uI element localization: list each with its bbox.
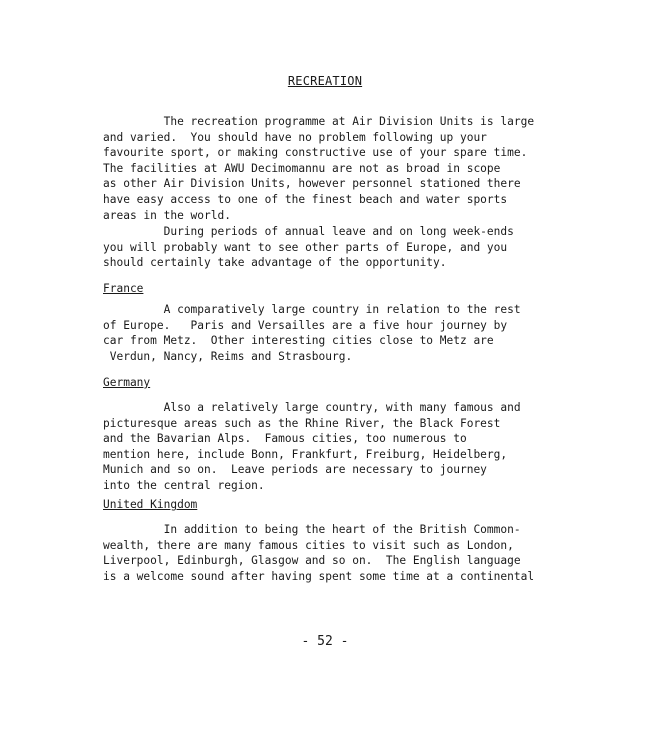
text-line: areas in the world. <box>103 208 231 222</box>
text-line: and varied. You should have no problem following up your <box>103 130 487 144</box>
section-heading-france: France <box>103 282 144 295</box>
text-line: Munich and so on. Leave periods are necessary to journey <box>103 463 487 477</box>
section-heading-united-kingdom: United Kingdom <box>103 498 198 511</box>
text-line: A comparatively large country in relation to the rest <box>103 303 521 316</box>
text-line: The facilities at AWU Decimomannu are not as broad in scope <box>103 161 501 175</box>
text-line: In addition to being the heart of the British Common- <box>103 523 521 536</box>
page-title: RECREATION <box>287 74 363 88</box>
text-line: Liverpool, Edinburgh, Glasgow and so on. The English language <box>103 554 521 568</box>
intro-paragraph-1 <box>103 114 543 223</box>
text-line: favourite sport, or making constructive use of your spare time. <box>103 146 528 160</box>
text-line: wealth, there are many famous cities to visit such as London, <box>103 538 514 552</box>
section-heading-germany: Germany <box>103 376 151 389</box>
intro-paragraph-2 <box>103 224 543 271</box>
text-line: should certainly take advantage of the opportunity. <box>103 256 447 270</box>
section-body-germany <box>103 400 543 494</box>
text-line: Also a relatively large country, with many famous and <box>103 401 521 414</box>
text-line: picturesque areas such as the Rhine River, the Black Forest <box>103 416 501 430</box>
text-line: into the central region. <box>103 478 265 492</box>
text-line: Verdun, Nancy, Reims and Strasbourg. <box>103 349 353 363</box>
text-line: During periods of annual leave and on long week-ends <box>103 225 514 238</box>
text-line: is a welcome sound after having spent some time at a continental <box>103 569 535 583</box>
text-line: mention here, include Bonn, Frankfurt, Freiburg, Heidelberg, <box>103 447 508 461</box>
text-line: have easy access to one of the finest beach and water sports <box>103 192 508 206</box>
text-line: as other Air Division Units, however personnel stationed there <box>103 177 521 191</box>
section-body-france <box>103 302 543 364</box>
text-line: car from Metz. Other interesting cities close to Metz are <box>103 334 494 348</box>
text-line: you will probably want to see other parts of Europe, and you <box>103 240 508 254</box>
section-body-united-kingdom <box>103 522 543 584</box>
text-line: of Europe. Paris and Versailles are a five hour journey by <box>103 318 508 332</box>
page-number: - 52 - <box>301 634 349 649</box>
text-line: The recreation programme at Air Division Units is large <box>103 115 535 128</box>
text-line: and the Bavarian Alps. Famous cities, too numerous to <box>103 432 467 446</box>
